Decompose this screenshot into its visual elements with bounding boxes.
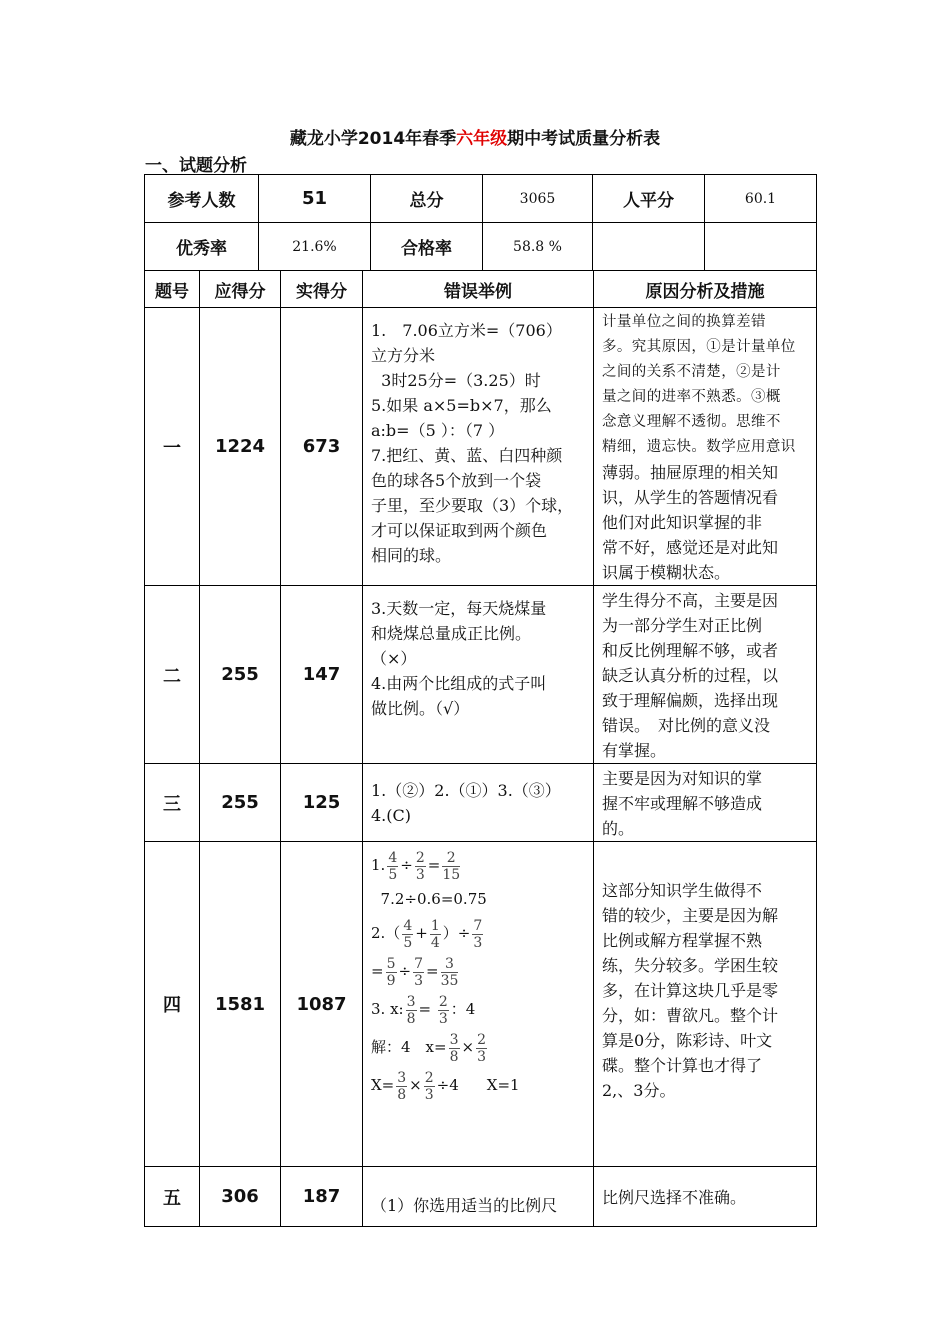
cause-analysis [594, 764, 817, 842]
excellent-value: 21.6% [259, 223, 371, 271]
error-line: 5.如果 a×5=b×7，那么 [371, 396, 552, 415]
question-number: 五 [145, 1167, 200, 1227]
analysis-line: 主要是因为对知识的掌 [602, 769, 763, 788]
math-op: = [418, 1000, 432, 1018]
pass-value: 58.8 % [483, 223, 593, 271]
math-op: ）÷ [442, 924, 471, 942]
numerator: 2 [442, 850, 460, 867]
average-label: 人平分 [593, 175, 705, 223]
analysis-line: 比例或解方程掌握不熟 [602, 931, 763, 950]
fraction [396, 1070, 407, 1103]
fraction [386, 956, 397, 989]
denominator: 3 [438, 1010, 448, 1027]
math-text: 3. x: [371, 1000, 404, 1018]
numerator: 2 [477, 1031, 486, 1048]
question-number: 三 [145, 764, 200, 842]
analysis-line: 薄弱。抽屉原理的相关知 [602, 463, 779, 482]
fraction [476, 1032, 487, 1065]
total-label: 总分 [371, 175, 483, 223]
header-expected: 应得分 [200, 271, 281, 308]
fraction [415, 850, 426, 883]
analysis-line: 和反比例理解不够，或者 [602, 641, 779, 660]
analysis-line: 这部分知识学生做得不 [602, 881, 763, 900]
error-line: 7.把红、黄、蓝、白四种颜 [371, 446, 563, 465]
analysis-line: 练，失分较多。学困生较 [602, 956, 779, 975]
page-title [0, 124, 950, 149]
denominator: 3 [414, 972, 423, 989]
header-actual: 实得分 [281, 271, 363, 308]
actual-score: 187 [281, 1167, 363, 1227]
error-line: 子里，至少要取（3）个球， [371, 496, 574, 515]
question-number: 四 [145, 842, 200, 1167]
cause-analysis [594, 586, 817, 764]
empty-cell [705, 223, 817, 271]
question-number: 一 [145, 308, 200, 586]
analysis-line: 比例尺选择不准确。 [602, 1188, 747, 1207]
excellent-label: 优秀率 [145, 223, 259, 271]
analysis-line: 计量单位之间的换算差错 [602, 314, 766, 330]
total-value: 3065 [483, 175, 593, 223]
math-line-7 [371, 1066, 587, 1104]
actual-score: 1087 [281, 842, 363, 1167]
analysis-line: 之间的关系不清楚，②是计 [602, 364, 781, 380]
numerator: 4 [388, 849, 398, 866]
analysis-line: 识属于模糊状态。 [602, 563, 731, 582]
denominator: 3 [415, 866, 425, 883]
analysis-line: 为一部分学生对正比例 [602, 616, 763, 635]
numerator: 3 [406, 993, 416, 1010]
fraction [424, 1070, 435, 1103]
denominator: 8 [406, 1010, 416, 1027]
actual-score: 673 [281, 308, 363, 586]
denominator: 35 [440, 972, 459, 989]
numerator: 2 [438, 993, 448, 1010]
denominator: 8 [449, 1048, 459, 1065]
math-line-3 [371, 914, 587, 952]
math-text: X= [371, 1076, 395, 1094]
fraction [442, 850, 460, 883]
analysis-line: 错误。 对比例的意义没 [602, 716, 771, 735]
summary-table [144, 174, 817, 271]
analysis-line: 的。 [602, 819, 635, 838]
detail-table [144, 270, 817, 1227]
analysis-line: 常不好，感觉还是对此知 [602, 538, 779, 557]
math-text: 解：4 x= [371, 1038, 447, 1056]
error-examples [363, 842, 594, 1167]
numerator: 3 [449, 1031, 459, 1048]
error-line: （1）你选用适当的比例尺 [371, 1196, 558, 1215]
error-line: 1.（②）2.（①）3.（③） [371, 780, 561, 800]
expected-score: 255 [200, 764, 281, 842]
denominator: 5 [388, 866, 398, 883]
section-heading: 一、试题分析 [145, 156, 247, 176]
error-line: a:b=（5 ）：（7 ） [371, 421, 505, 440]
fraction [406, 994, 417, 1027]
analysis-line: 精细，遗忘快。数学应用意识 [602, 439, 796, 455]
analysis-line: 多。究其原因，①是计量单位 [602, 339, 796, 355]
analysis-line: 握不牢或理解不够造成 [602, 794, 763, 813]
math-line-5 [371, 990, 587, 1028]
analysis-line: 识，从学生的答题情况看 [602, 488, 779, 507]
denominator: 5 [403, 934, 413, 951]
fraction [402, 918, 413, 951]
error-line: 4.由两个比组成的式子叫 [371, 674, 547, 693]
fraction [438, 994, 449, 1027]
denominator: 8 [397, 1086, 407, 1103]
header-errors: 错误举例 [363, 271, 594, 308]
numerator: 1 [430, 917, 440, 934]
math-answer: X=1 [486, 1076, 520, 1094]
math-line-2: 7.2÷0.6=0.75 [371, 890, 487, 908]
denominator: 3 [424, 1086, 434, 1103]
actual-score: 147 [281, 586, 363, 764]
numerator: 7 [473, 917, 483, 934]
math-line-1 [371, 846, 587, 884]
error-examples [363, 764, 594, 842]
analysis-line: 念意义理解不透彻。思维不 [602, 414, 781, 430]
math-text: 2.（ [371, 924, 401, 942]
table-row [145, 842, 817, 1167]
analysis-line: 2,、3分。 [602, 1081, 676, 1100]
math-op: = [427, 856, 441, 874]
error-line: 4.(C) [371, 805, 411, 825]
average-value: 60.1 [705, 175, 817, 223]
numerator: 2 [424, 1069, 434, 1086]
numerator: 7 [414, 955, 423, 972]
title-highlight: 六年级 [456, 129, 508, 149]
math-op: ÷ [398, 962, 412, 980]
question-number: 二 [145, 586, 200, 764]
fraction [441, 956, 459, 989]
fraction [449, 1032, 460, 1065]
error-line: 和烧煤总量成正比例。 [371, 624, 532, 643]
title-suffix: 期中考试质量分析表 [507, 129, 661, 149]
error-line: 1. 7.06立方米=（706） [371, 321, 562, 340]
fraction [387, 850, 398, 883]
header-question: 题号 [145, 271, 200, 308]
expected-score: 255 [200, 586, 281, 764]
numerator: 4 [403, 917, 413, 934]
table-row [145, 586, 817, 764]
header-analysis: 原因分析及措施 [594, 271, 817, 308]
math-op: × [409, 1076, 422, 1094]
analysis-line: 他们对此知识掌握的非 [602, 513, 763, 532]
fraction [430, 918, 441, 951]
denominator: 3 [473, 934, 483, 951]
analysis-line: 错的较少，主要是因为解 [602, 906, 779, 925]
cause-analysis [594, 308, 817, 586]
math-line-6 [371, 1028, 587, 1066]
math-op: = [426, 962, 439, 980]
fraction [413, 956, 424, 989]
actual-score: 125 [281, 764, 363, 842]
analysis-line: 致于理解偏颇，选择出现 [602, 691, 779, 710]
analysis-line: 缺乏认真分析的过程，以 [602, 666, 779, 685]
error-line: 色的球各5个放到一个袋 [371, 471, 542, 490]
math-op: + [415, 924, 428, 942]
denominator: 4 [430, 934, 440, 951]
analysis-line: 量之间的进率不熟悉。③概 [602, 389, 781, 405]
analysis-line: 有掌握。 [602, 741, 667, 760]
math-op: ÷ [400, 856, 413, 874]
table-row [145, 1167, 817, 1227]
table-row [145, 308, 817, 586]
error-examples [363, 586, 594, 764]
numerator: 3 [397, 1069, 407, 1086]
numerator: 3 [441, 956, 459, 973]
analysis-line: 分，如：曹欲凡。整个计 [602, 1006, 779, 1025]
error-line: 3时25分=（3.25）时 [371, 371, 541, 390]
math-text: ÷4 [436, 1076, 459, 1094]
math-line-4 [371, 952, 587, 990]
error-line: 做比例。（√） [371, 699, 470, 718]
participants-value: 51 [259, 175, 371, 223]
expected-score: 1224 [200, 308, 281, 586]
denominator: 15 [442, 866, 461, 883]
analysis-line: 多，在计算这块几乎是零 [602, 981, 779, 1000]
numerator: 2 [415, 849, 425, 866]
header-row [145, 271, 817, 308]
participants-label: 参考人数 [145, 175, 259, 223]
empty-cell [593, 223, 705, 271]
denominator: 3 [477, 1048, 486, 1065]
error-line: 相同的球。 [371, 546, 452, 565]
error-examples [363, 1167, 594, 1227]
fraction [472, 918, 483, 951]
analysis-line: 算是0分，陈彩诗、叶文 [602, 1031, 773, 1050]
table-row [145, 764, 817, 842]
error-line: 立方分米 [371, 346, 436, 365]
math-op: × [461, 1038, 475, 1056]
expected-score: 1581 [200, 842, 281, 1167]
title-prefix: 藏龙小学2014年春季 [289, 129, 457, 149]
error-examples [363, 308, 594, 586]
error-line: 3.天数一定，每天烧煤量 [371, 599, 547, 618]
analysis-line: 学生得分不高，主要是因 [602, 591, 779, 610]
expected-score: 306 [200, 1167, 281, 1227]
math-text: ：4 [450, 1000, 476, 1018]
denominator: 9 [386, 972, 396, 989]
analysis-line: 碟。整个计算也才得了 [602, 1056, 763, 1075]
cause-analysis [594, 842, 817, 1167]
math-text: 1. [371, 856, 386, 874]
math-text: = [371, 962, 384, 980]
pass-label: 合格率 [371, 223, 483, 271]
error-line: 才可以保证取到两个颜色 [371, 521, 548, 540]
numerator: 5 [386, 955, 396, 972]
cause-analysis [594, 1167, 817, 1227]
error-line: （×） [371, 649, 417, 668]
